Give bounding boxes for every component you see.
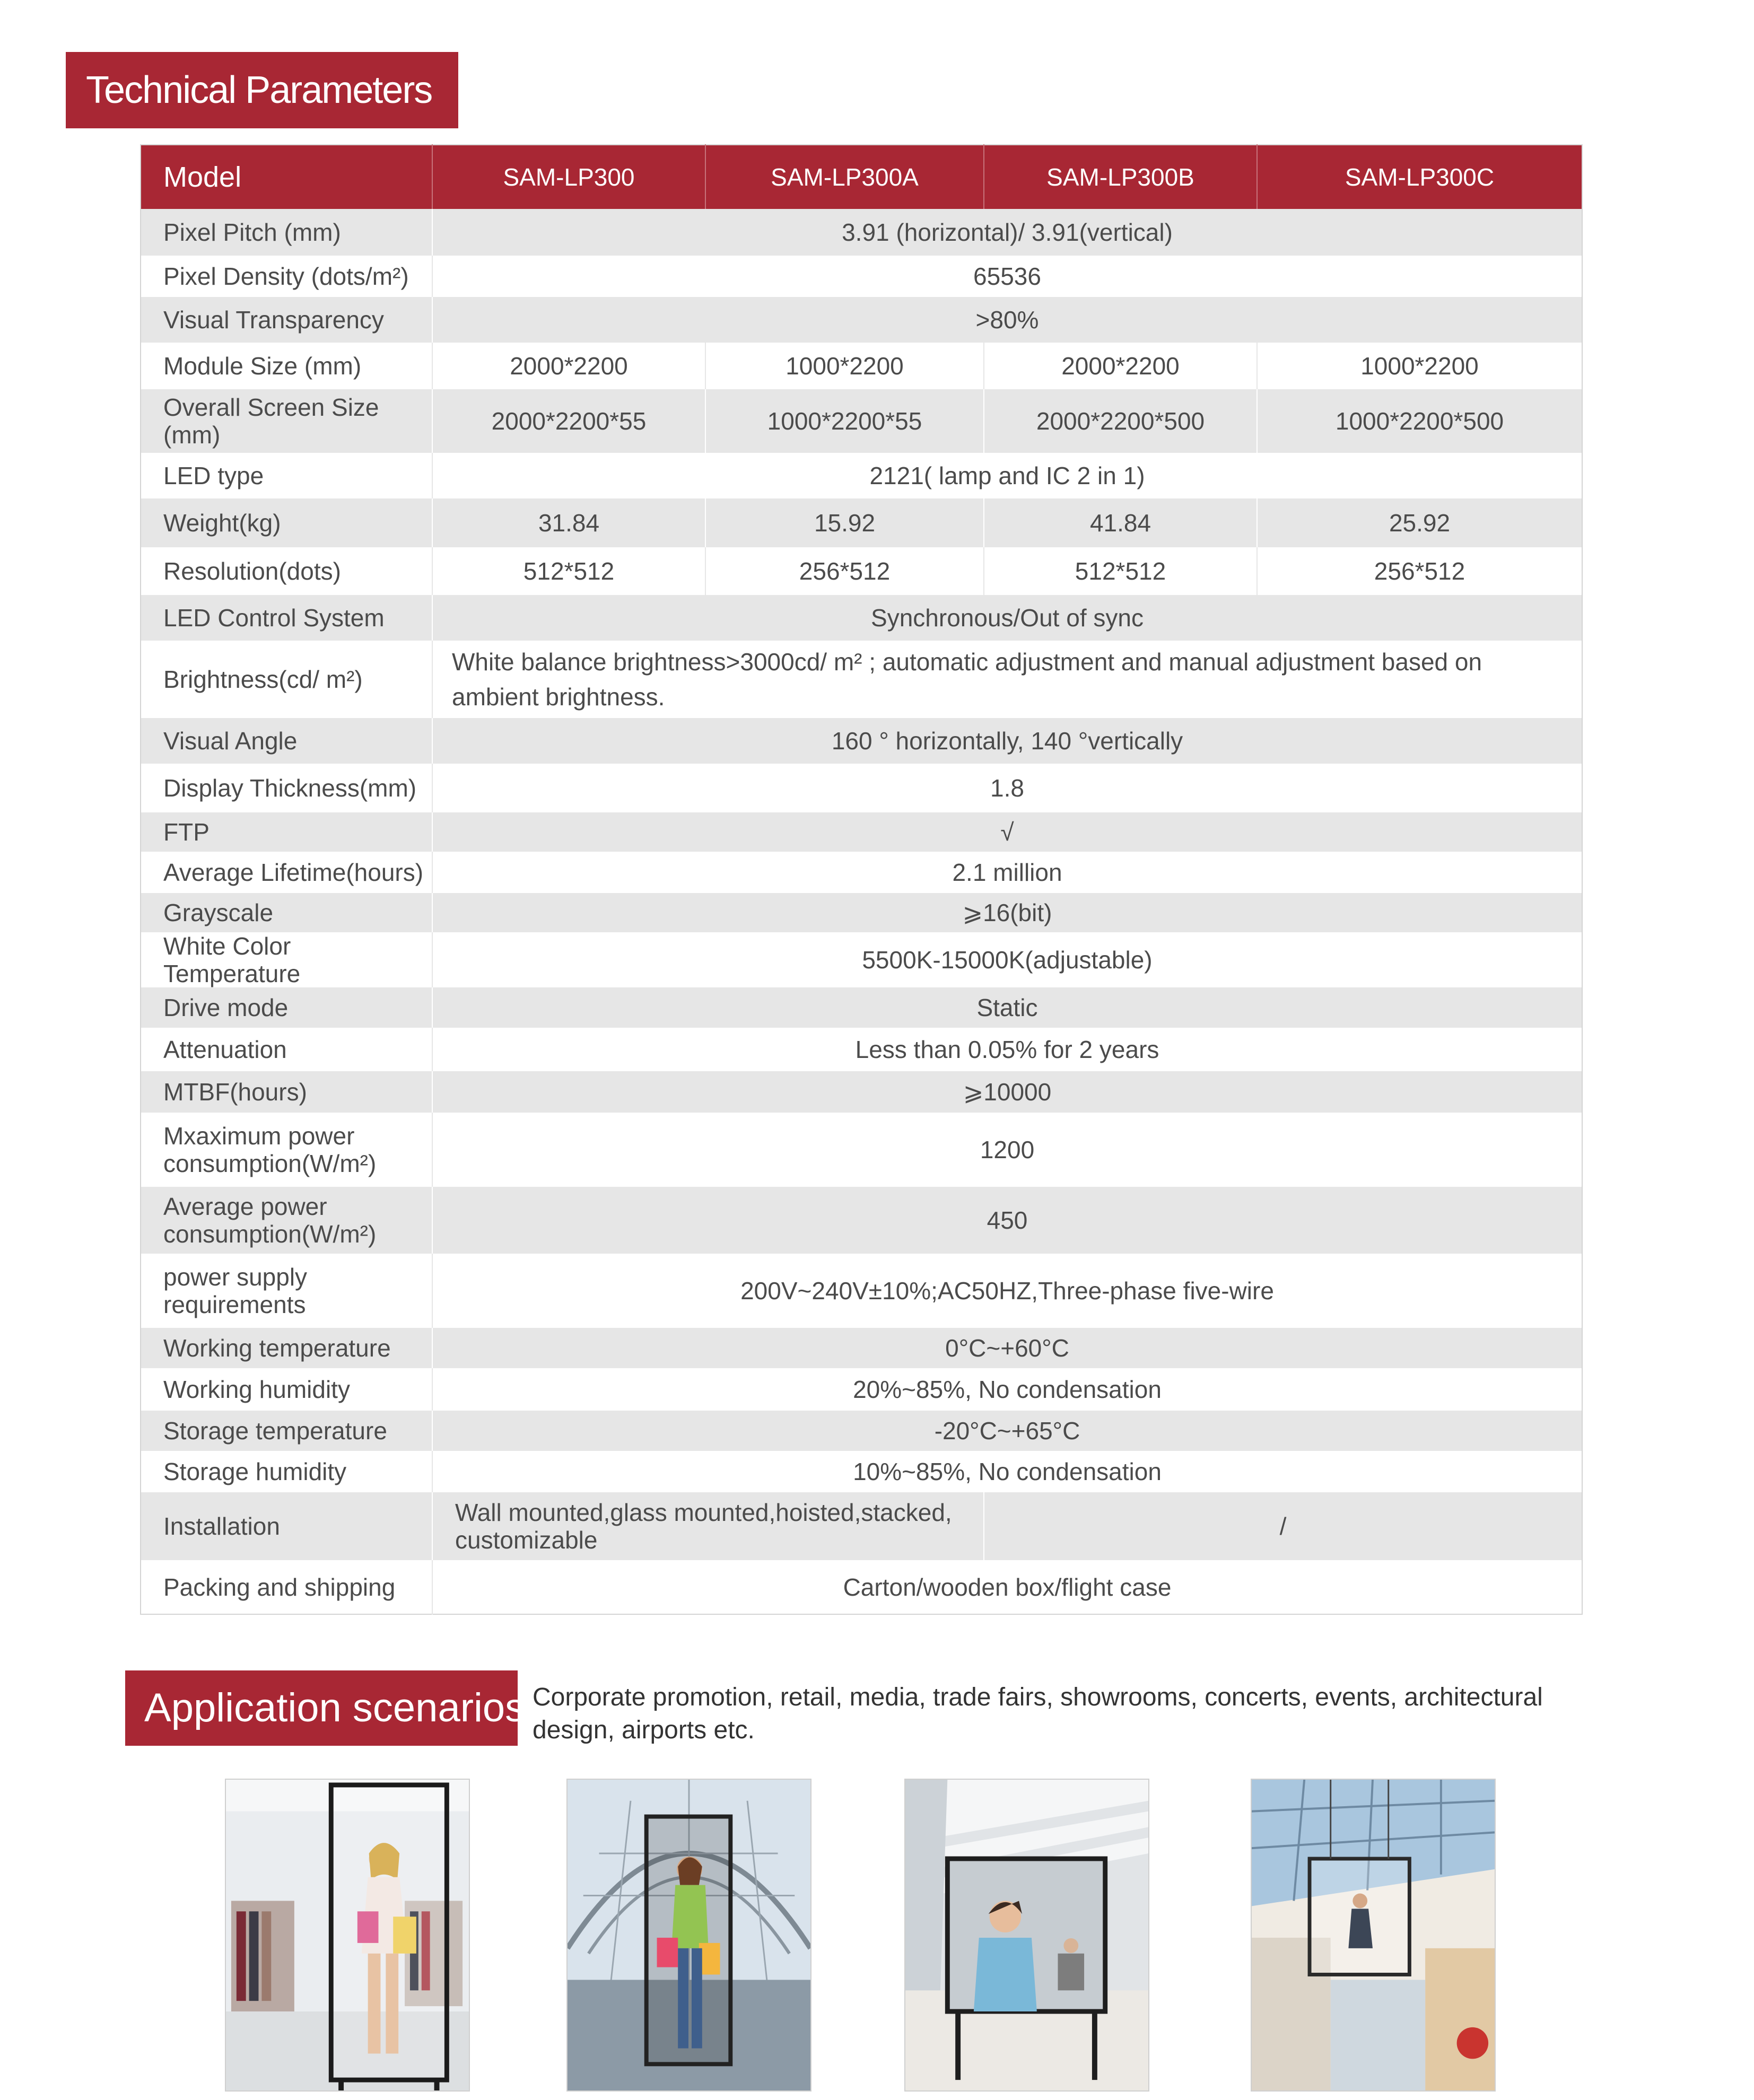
- row-value: 256*512: [1257, 547, 1582, 595]
- row-label: power supply requirements: [141, 1254, 432, 1328]
- table-row: [141, 893, 1582, 932]
- row-label: Resolution(dots): [141, 547, 432, 595]
- model-sam-lp300a: SAM-LP300A: [705, 145, 984, 209]
- row-value: 160 ° horizontally, 140 °vertically: [432, 718, 1582, 764]
- row-value: 1000*2200: [705, 343, 984, 389]
- mall-atrium-photo: [566, 1779, 811, 2092]
- row-value: Wall mounted,glass mounted,hoisted,stacked, customizable: [432, 1492, 984, 1560]
- table-row: [141, 987, 1582, 1028]
- row-label: MTBF(hours): [141, 1071, 432, 1113]
- table-row: [141, 852, 1582, 893]
- table-row: [141, 1451, 1582, 1492]
- table-row: [141, 1113, 1582, 1187]
- row-label: Packing and shipping: [141, 1560, 432, 1614]
- row-value: ⩾16(bit): [432, 893, 1582, 932]
- table-row: [141, 1560, 1582, 1614]
- row-label: Drive mode: [141, 987, 432, 1028]
- table-row: [141, 1411, 1582, 1451]
- application-scenarios-title: Application scenarios: [125, 1670, 518, 1746]
- table-row: [141, 764, 1582, 812]
- table-row: [141, 453, 1582, 498]
- row-value: 2000*2200: [432, 343, 705, 389]
- specs-table: [140, 144, 1583, 1615]
- row-value: 25.92: [1257, 498, 1582, 547]
- model-header: Model: [141, 145, 432, 209]
- model-sam-lp300b: SAM-LP300B: [984, 145, 1257, 209]
- model-sam-lp300: SAM-LP300: [432, 145, 705, 209]
- table-row: [141, 1187, 1582, 1254]
- row-label: Grayscale: [141, 893, 432, 932]
- row-value: Synchronous/Out of sync: [432, 595, 1582, 641]
- row-label: Average Lifetime(hours): [141, 852, 432, 893]
- row-label: Working humidity: [141, 1368, 432, 1411]
- table-row: [141, 641, 1582, 718]
- row-value: 1000*2200*55: [705, 389, 984, 453]
- row-label: LED type: [141, 453, 432, 498]
- airport-hall-illustration: [905, 1780, 1148, 2090]
- row-label: Storage temperature: [141, 1411, 432, 1451]
- row-value: 450: [432, 1187, 1582, 1254]
- row-value: 2000*2200*500: [984, 389, 1257, 453]
- technical-parameters-title: Technical Parameters: [66, 52, 458, 128]
- table-row: [141, 256, 1582, 297]
- skylight-atrium-photo: [1251, 1779, 1496, 2092]
- row-value: 20%~85%, No condensation: [432, 1368, 1582, 1411]
- row-value: >80%: [432, 297, 1582, 343]
- retail-store-illustration: [226, 1780, 469, 2090]
- table-row: [141, 1028, 1582, 1071]
- row-value: 512*512: [984, 547, 1257, 595]
- row-label: Pixel Density (dots/m²): [141, 256, 432, 297]
- row-value: 2000*2200: [984, 343, 1257, 389]
- row-value: /: [984, 1492, 1582, 1560]
- row-value: 1.8: [432, 764, 1582, 812]
- row-label: Module Size (mm): [141, 343, 432, 389]
- row-value: 256*512: [705, 547, 984, 595]
- row-value: 15.92: [705, 498, 984, 547]
- row-label: LED Control System: [141, 595, 432, 641]
- row-value: 31.84: [432, 498, 705, 547]
- row-value: 41.84: [984, 498, 1257, 547]
- table-row: [141, 498, 1582, 547]
- table-row: [141, 1254, 1582, 1328]
- row-value: 2.1 million: [432, 852, 1582, 893]
- model-sam-lp300c: SAM-LP300C: [1257, 145, 1582, 209]
- row-label: Mxaximum power consumption(W/m²): [141, 1113, 432, 1187]
- row-value: 65536: [432, 256, 1582, 297]
- row-label: Weight(kg): [141, 498, 432, 547]
- row-value: 5500K-15000K(adjustable): [432, 932, 1582, 987]
- table-row: [141, 343, 1582, 389]
- row-label: Visual Angle: [141, 718, 432, 764]
- table-row: [141, 812, 1582, 852]
- row-label: Display Thickness(mm): [141, 764, 432, 812]
- row-label: Storage humidity: [141, 1451, 432, 1492]
- table-row: [141, 209, 1582, 256]
- table-row: [141, 389, 1582, 453]
- row-label: White Color Temperature: [141, 932, 432, 987]
- row-value: 1000*2200: [1257, 343, 1582, 389]
- table-row: [141, 1492, 1582, 1560]
- row-label: Pixel Pitch (mm): [141, 209, 432, 256]
- retail-store-photo: [225, 1779, 470, 2092]
- row-value: 10%~85%, No condensation: [432, 1451, 1582, 1492]
- table-row: [141, 297, 1582, 343]
- row-label: Attenuation: [141, 1028, 432, 1071]
- row-value: Static: [432, 987, 1582, 1028]
- row-value: -20°C~+65°C: [432, 1411, 1582, 1451]
- row-label: Average power consumption(W/m²): [141, 1187, 432, 1254]
- application-scenarios-description: Corporate promotion, retail, media, trade fairs, showrooms, concerts, events, architectural design, airports etc.: [533, 1683, 1543, 1744]
- row-label: FTP: [141, 812, 432, 852]
- table-row: [141, 1368, 1582, 1411]
- row-value: White balance brightness>3000cd/ m² ; automatic adjustment and manual adjustment based on ambient brightness.: [432, 641, 1582, 718]
- airport-hall-photo: [904, 1779, 1149, 2092]
- row-value: Carton/wooden box/flight case: [432, 1560, 1582, 1614]
- row-value: 2121( lamp and IC 2 in 1): [432, 453, 1582, 498]
- table-header-row: [141, 145, 1582, 209]
- row-value: 1200: [432, 1113, 1582, 1187]
- row-label: Installation: [141, 1492, 432, 1560]
- row-label: Overall Screen Size (mm): [141, 389, 432, 453]
- table-row: [141, 718, 1582, 764]
- row-value: 0°C~+60°C: [432, 1328, 1582, 1368]
- mall-atrium-illustration: [568, 1780, 810, 2090]
- row-value: 1000*2200*500: [1257, 389, 1582, 453]
- row-value: 3.91 (horizontal)/ 3.91(vertical): [432, 209, 1582, 256]
- table-row: [141, 1328, 1582, 1368]
- skylight-atrium-illustration: [1252, 1780, 1495, 2090]
- row-value: 512*512: [432, 547, 705, 595]
- row-label: Working temperature: [141, 1328, 432, 1368]
- row-value: Less than 0.05% for 2 years: [432, 1028, 1582, 1071]
- row-value: 2000*2200*55: [432, 389, 705, 453]
- table-row: [141, 547, 1582, 595]
- row-value: ⩾10000: [432, 1071, 1582, 1113]
- table-row: [141, 932, 1582, 987]
- row-value: 200V~240V±10%;AC50HZ,Three-phase five-wire: [432, 1254, 1582, 1328]
- row-value: √: [432, 812, 1582, 852]
- table-row: [141, 1071, 1582, 1113]
- table-row: [141, 595, 1582, 641]
- row-label: Brightness(cd/ m²): [141, 641, 432, 718]
- row-label: Visual Transparency: [141, 297, 432, 343]
